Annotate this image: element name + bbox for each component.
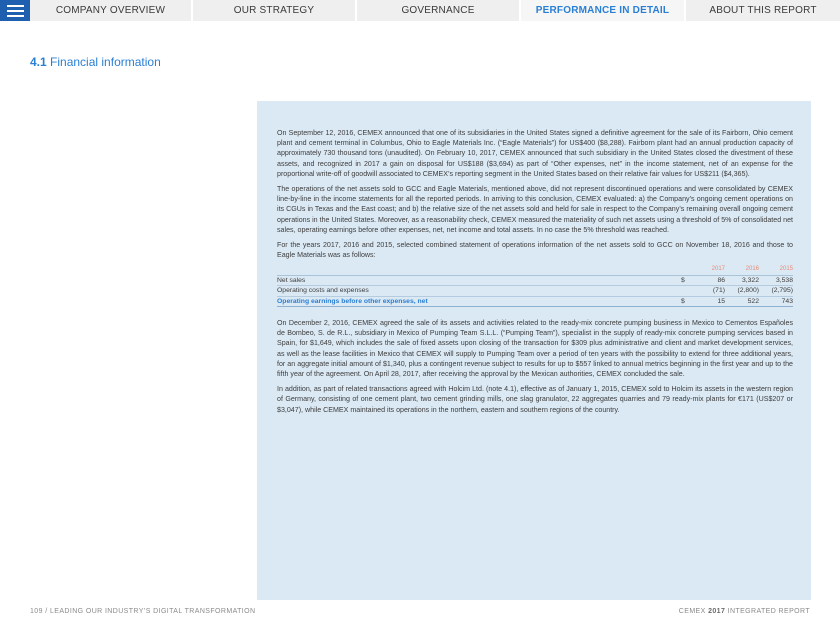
currency-symbol <box>681 286 693 296</box>
table-row <box>277 275 793 285</box>
cell-value: (2,795) <box>759 286 793 296</box>
tab-about-this-report[interactable]: ABOUT THIS REPORT <box>686 0 840 21</box>
cell-value: 3,538 <box>759 275 793 285</box>
content-body <box>277 128 793 420</box>
section-title: Financial information <box>50 55 161 69</box>
column-header: 2017 <box>693 265 725 275</box>
tab-performance-in-detail[interactable]: PERFORMANCE IN DETAIL <box>521 0 686 21</box>
cell-value: 15 <box>693 296 725 306</box>
cell-value: 743 <box>759 296 793 306</box>
paragraph: In addition, as part of related transactions agreed with Holcim Ltd. (note 4.1), effective as of January 1, 2015, CEMEX sold to Holcim its assets in the western region of Germany, consisting of one cement plant, two cement grinding mills, one slag granulator, 22 aggregates quarries and 79 ready-mix plants for €171 (US$207 or $3,047), while CEMEX maintained its operations in the northern, eastern and southern regions of the country. <box>277 385 793 414</box>
column-header: 2016 <box>725 265 759 275</box>
top-navigation <box>0 0 840 21</box>
cell-value: 86 <box>693 275 725 285</box>
footer-separator: / <box>45 608 48 615</box>
section-number: 4.1 <box>30 55 47 69</box>
footer-year: 2017 <box>708 608 726 615</box>
column-header: 2015 <box>759 265 793 275</box>
cell-value: (2,800) <box>725 286 759 296</box>
paragraph: The operations of the net assets sold to GCC and Eagle Materials, mentioned above, did not represent discontinued operations and were consolidated by CEMEX line-by-line in the income statements for all the reported periods. In arriving to this conclusion, CEMEX evaluated: a) the Company’s ongoing cement operations on its CGUs in Texas and the East coast; and b) the relative size of the net assets sold and held for sale in respect to the Company’s remaining overall ongoing cement operations in the United States. Moreover, as a reasonability check, CEMEX measured the materiality of such net assets using a threshold of 5% of consolidated net sales, operating earnings before other expenses, net, net income and total assets. In no case the 5% threshold was reached. <box>277 185 793 234</box>
tab-company-overview[interactable]: COMPANY OVERVIEW <box>30 0 193 21</box>
cell-value: 522 <box>725 296 759 306</box>
footer-left <box>30 608 255 615</box>
row-label: Net sales <box>277 275 681 285</box>
row-label: Operating earnings before other expenses, net <box>277 296 681 306</box>
page-number: 109 <box>30 608 43 615</box>
footer-brand: CEMEX <box>678 608 706 615</box>
cell-value: (71) <box>693 286 725 296</box>
currency-symbol: $ <box>681 296 693 306</box>
paragraph: On December 2, 2016, CEMEX agreed the sale of its assets and activities related to the ready-mix concrete pumping business in Mexico to Cementos Españoles de Bombeo, S. de R.L., subsidiary in Mexico of Pumping Team S.L.L. (“Pumping Team”), specialist in the supply of ready-mix concrete pumping services based in Spain, for $1,649, which includes the sale of fixed assets upon closing of the transaction for $309 plus administrative and client and market development services, as well as the lease facilities in Mexico that CEMEX will supply to Pumping Team over a period of ten years with the possibility to extend for three additional years, for an aggregate initial amount of $1,340, plus a contingent revenue subject to results for up to $557 linked to annual metrics beginning in the first year and up to the fifth year of the agreement. On April 28, 2017, after receiving the approval by the Mexican authorities, CEMEX concluded the sale. <box>277 319 793 379</box>
footer-tagline: LEADING OUR INDUSTRY’S DIGITAL TRANSFORMATION <box>49 608 256 615</box>
table-total-row <box>277 296 793 306</box>
tab-our-strategy[interactable]: OUR STRATEGY <box>193 0 357 21</box>
hamburger-icon[interactable] <box>0 0 30 21</box>
paragraph: On September 12, 2016, CEMEX announced that one of its subsidiaries in the United States signed a definitive agreement for the sale of its Fairborn, Ohio cement plant and cement terminal in Columbus, Ohio to Eagle Materials Inc. (“Eagle Materials”) for US$400 ($8,288). Fairborn plant had an annual production capacity of approximately 730 thousand tons (unaudited). On February 10, 2017, CEMEX announced that such subsidiary in the United States closed the divestment of these assets, and recognized in 2017 a gain on disposal for US$188 ($3,694) as part of “Other expenses, net” in the income statement, net of an expense for the proportional write-off of goodwill associated to CEMEX’s reporting segment in the United States based on their relative fair values for US$211 ($4,365). <box>277 129 793 178</box>
footer-report-title: INTEGRATED REPORT <box>727 608 810 615</box>
footer-right <box>679 608 810 615</box>
tab-governance[interactable]: GOVERNANCE <box>357 0 521 21</box>
financial-table <box>277 265 793 307</box>
cell-value: 3,322 <box>725 275 759 285</box>
currency-symbol: $ <box>681 275 693 285</box>
table-row <box>277 286 793 296</box>
row-label: Operating costs and expenses <box>277 286 681 296</box>
table-header-row <box>277 265 793 275</box>
section-heading <box>30 55 161 69</box>
paragraph: For the years 2017, 2016 and 2015, selected combined statement of operations information of the net assets sold to GCC on November 18, 2016 and those to Eagle Materials was as follows: <box>277 241 793 260</box>
